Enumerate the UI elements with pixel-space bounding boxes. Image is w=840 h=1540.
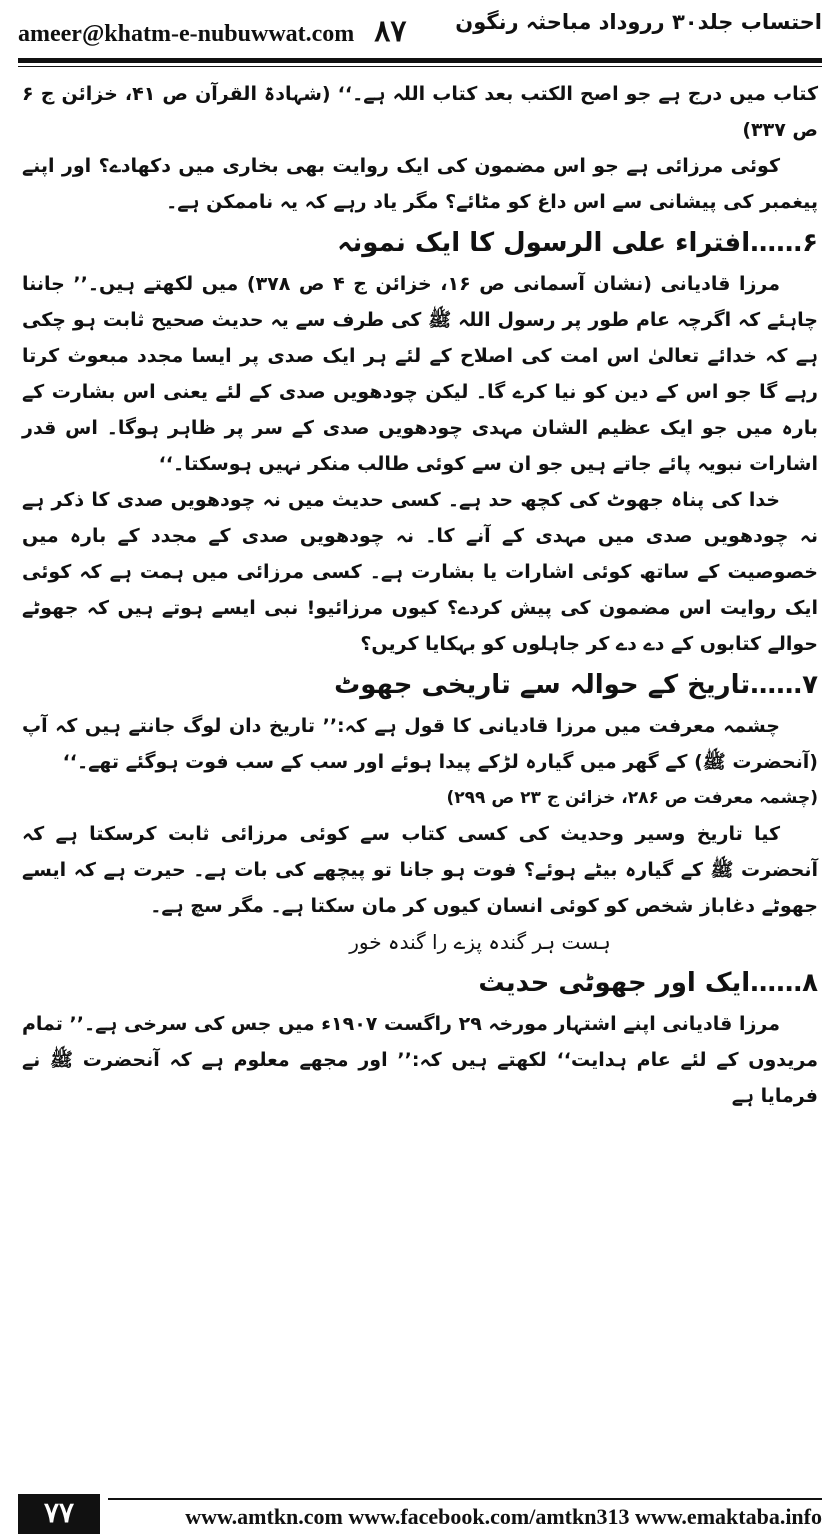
paragraph-quote-chashma: چشمہ معرفت میں مرزا قادیانی کا قول ہے کہ:’’ تاریخ دان لوگ جانتے ہیں کہ آپ (آنحضرت ﷺ) کے گھر میں گیارہ لڑکے پیدا ہوئے اور سب کے سب فوت ہوگئے تھے۔‘‘	[22, 715, 818, 773]
section-heading-6: ۶……افتراء علی الرسول کا ایک نمونہ	[337, 228, 818, 258]
paragraph-challenge: کوئی مرزائی ہے جو اس مضمون کی ایک روایت بھی بخاری میں دکھادے؟ اور اپنے پیغمبر کی پیشانی سے اس داغ کو مٹائے؟ مگر یاد رہے کہ یہ ناممکن ہے۔	[22, 155, 818, 213]
header-rule-thin	[18, 66, 822, 67]
page-header	[0, 0, 840, 60]
page-footer	[18, 1494, 822, 1540]
footer-rule	[108, 1498, 822, 1500]
section-heading-7: ۷……تاریخ کے حوالہ سے تاریخی جھوٹ	[334, 670, 818, 700]
paragraph-question: کیا تاریخ وسیر وحدیث کی کسی کتاب سے کوئی مرزائی ثابت کرسکتا ہے کہ آنحضرت ﷺ کے گیارہ بیٹے ہوئے؟ فوت ہو جانا تو پیچھے کی بات ہے۔ حیرت ہے کہ ایسے جھوٹے دغاباز شخص کو کوئی انسان کیوں کر مان سکتا ہے۔ مگر سچ ہے۔	[22, 823, 818, 917]
header-email: ameer@khatm-e-nubuwwat.com	[18, 21, 355, 47]
persian-verse: ہست ہر گندہ پزے را گندہ خور	[349, 930, 611, 954]
footer-page-number: ۷۷	[18, 1494, 100, 1534]
section-heading-8: ۸……ایک اور جھوٹی حدیث	[478, 968, 818, 998]
paragraph-quote-nishan: مرزا قادیانی (نشان آسمانی ص ۱۶، خزائن ج ۴ ص ۳۷۸) میں لکھتے ہیں۔’’ جاننا چاہئے کہ اگرچہ عام طور پر رسول اللہ ﷺ کی طرف سے یہ حدیث صحیح ثابت ہو چکی ہے کہ خدائے تعالیٰ اس امت کی اصلاح کے لئے ہر ایک صدی پر ایسا مجدد مبعوث کرتا رہے گا جو اس کے دین کو نیا کرے گا۔ لیکن چودھویں صدی کے لئے یعنی اس بشارت کے بارہ میں جو ایک عظیم الشان مہدی چودھویں صدی کے سر پر ظاہر ہوگا۔ اس قدر اشارات نبویہ پائے جاتے ہیں جو ان سے کوئی طالب منکر نہیں ہوسکتا۔‘‘	[22, 273, 818, 475]
header-left	[18, 14, 407, 49]
paragraph-quote-end: کتاب میں درج ہے جو اصح الکتب بعد کتاب اللہ ہے۔‘‘ (شہادۃ القرآن ص ۴۱، خزائن ج ۶ ص ۳۳۷)	[22, 83, 819, 141]
paragraph-ishtihar: مرزا قادیانی اپنے اشتہار مورخہ ۲۹ راگست ۱۹۰۷ء میں جس کی سرخی ہے۔’’ تمام مریدوں کے لئے عام ہدایت‘‘ لکھتے ہیں کہ:’’ اور مجھے معلوم ہے کہ آنحضرت ﷺ نے فرمایا ہے	[21, 1013, 818, 1107]
paragraph-refutation: خدا کی پناہ جھوٹ کی کچھ حد ہے۔ کسی حدیث میں نہ چودھویں صدی کا ذکر ہے نہ چودھویں صدی میں مہدی کے آنے کا۔ نہ چودھویں صدی کے مجدد کے بارہ میں خصوصیت کے ساتھ کوئی اشارات یا بشارت ہے۔ کسی مرزائی میں ہمت ہے کہ کوئی ایک روایت اس مضمون کی پیش کردے؟ کیوں مرزائیو! نبی ایسے ہوتے ہیں کہ جھوٹے حوالے کتابوں کے دے دے کر جاہلوں کو بہکایا کریں؟	[22, 489, 818, 655]
page-body	[22, 76, 818, 1114]
reference-citation: (چشمہ معرفت ص ۲۸۶، خزائن ج ۲۳ ص ۲۹۹)	[446, 788, 818, 808]
header-page-number: ۸۷	[374, 15, 407, 48]
header-rule-thick	[18, 58, 822, 63]
footer-urls: www.amtkn.com www.facebook.com/amtkn313 www.emaktaba.info	[185, 1504, 822, 1529]
header-book-title: احتساب جلد۳۰ رروداد مباحثہ رنگون	[455, 10, 822, 34]
